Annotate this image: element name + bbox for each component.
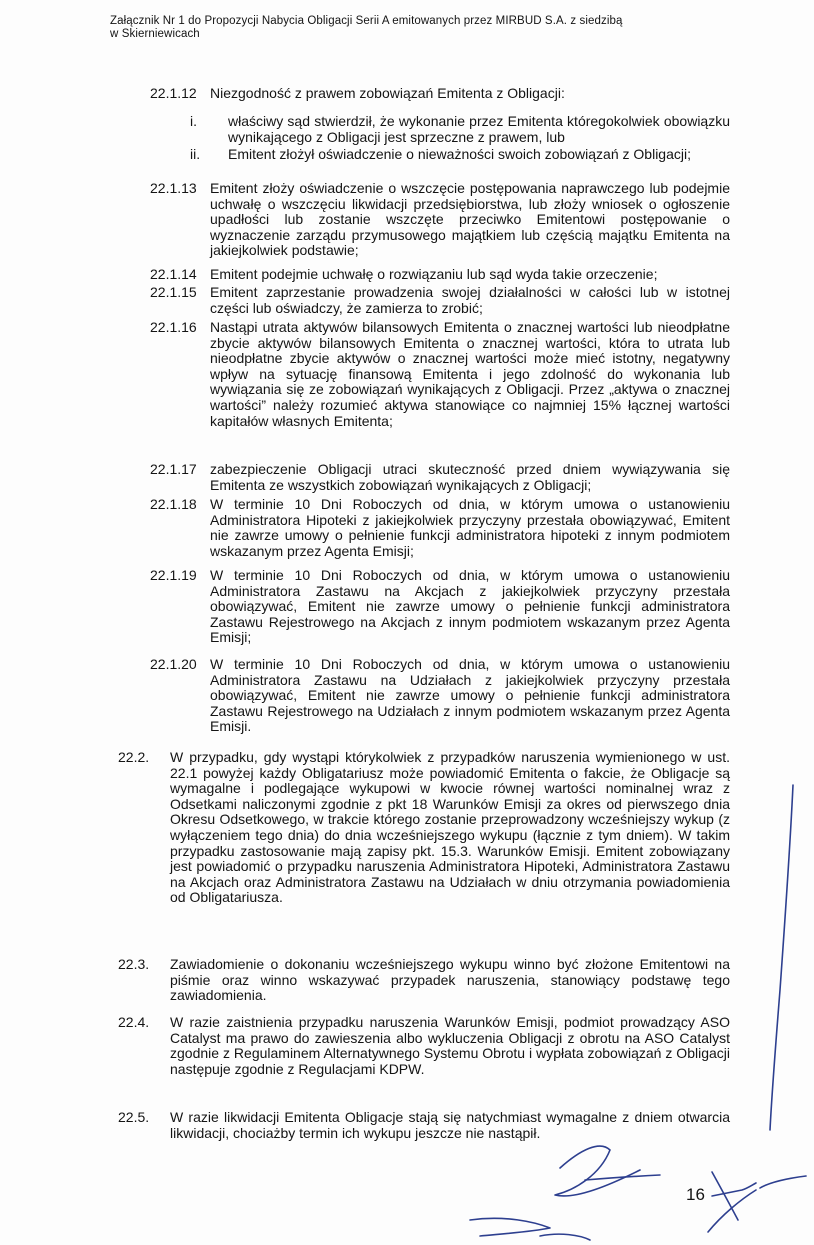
clause-text: Nastąpi utrata aktywów bilansowych Emitenta o znacznej wartości lub nieodpłatne zbycie aktywów bilansowych Emitenta o znacznej wartości, która to utrata lub nieodpłatne zbycie aktywów o znacznej wartości może mieć istotny, negatywny wpływ na sytuację finansową Emitenta i jego zdolność do wykonania lub wywiązania się ze zobowiązań wynikających z Obligacji. Przez „aktywa o znacznej wartości” należy rozumieć aktywa stanowiące co najmniej 15% łącznej wartości kapitałów własnych Emitenta; (210, 319, 730, 429)
clause-text: zabezpieczenie Obligacji utraci skuteczność przed dniem wywiązywania się Emitenta ze wszystkich zobowiązań wynikających z Obligacji; (210, 461, 730, 493)
header-line-1: Załącznik Nr 1 do Propozycji Nabycia Obligacji Serii A emitowanych przez MIRBUD S.A. z siedzibą (110, 15, 623, 27)
section-number: 22.2. (118, 749, 150, 765)
clause-text: W terminie 10 Dni Roboczych od dnia, w którym umowa o ustanowieniu Administratora Zastawu na Akcjach z jakiejkolwiek przyczyny przestała obowiązywać, Emitent nie zawrze umowy o pełnienie funkcji administratora Zastawu Rejestrowego na Akcjach z innym podmiotem wskazanym przez Agenta Emisji; (210, 567, 730, 646)
clause-text: właściwy sąd stwierdził, że wykonanie przez Emitenta któregokolwiek obowiązku wynikającego z Obligacji jest sprzeczne z prawem, lub (228, 113, 730, 145)
page-number: 16 (686, 1185, 705, 1204)
clause-number: 22.1.17 (150, 461, 197, 477)
section-number: 22.3. (118, 956, 150, 972)
clause-text: W terminie 10 Dni Roboczych od dnia, w którym umowa o ustanowieniu Administratora Hipoteki z jakiejkolwiek przyczyny przestała obowiązywać, Emitent nie zawrze umowy o pełnienie funkcji administratora hipoteki z innym podmiotem wskazanym przez Agenta Emisji; (210, 496, 730, 559)
clause-number: ii. (190, 146, 201, 162)
section-text: W razie likwidacji Emitenta Obligacje stają się natychmiast wymagalne z dniem otwarcia likwidacji, chociażby termin ich wykupu jeszcze nie nastąpił. (170, 1109, 730, 1141)
clause-text: Emitent zaprzestanie prowadzenia swojej działalności w całości lub w istotnej części lub oświadczy, że zamierza to zrobić; (210, 284, 730, 316)
clause-text: Emitent podejmie uchwałę o rozwiązaniu lub sąd wyda takie orzeczenie; (210, 266, 658, 282)
clause-number: 22.1.15 (150, 284, 197, 300)
section-number: 22.5. (118, 1109, 150, 1125)
clause-number: 22.1.20 (150, 656, 197, 672)
clause-number: 22.1.18 (150, 496, 197, 512)
section-text: W razie zaistnienia przypadku naruszenia Warunków Emisji, podmiot prowadzący ASO Catalyst ma prawo do zawieszenia albo wykluczenia Obligacji z obrotu na ASO Catalyst zgodnie z Regulaminem Alternatywnego Systemu Obrotu i wypłata zobowiązań z Obligacji następuje zgodnie z Regulacjami KDPW. (170, 1014, 730, 1077)
clause-number: 22.1.13 (150, 180, 197, 196)
clause-text: Emitent złoży oświadczenie o wszczęcie postępowania naprawczego lub podejmie uchwałę o wszczęciu likwidacji przedsiębiorstwa, lub złoży wniosek o ogłoszenie upadłości lub zostanie wszczęte przeciwko Emitentowi postępowanie o wyznaczenie zarządu przymusowego majątkiem lub częścią majątku Emitenta na jakiejkolwiek podstawie; (210, 180, 730, 259)
clause-text: W terminie 10 Dni Roboczych od dnia, w którym umowa o ustanowieniu Administratora Zastawu na Udziałach z jakiejkolwiek przyczyny przestała obowiązywać, Emitent nie zawrze umowy o pełnienie funkcji administratora Zastawu Rejestrowego na Udziałach z innym podmiotem wskazanym przez Agenta Emisji. (210, 656, 730, 735)
clause-text: Niezgodność z prawem zobowiązań Emitenta z Obligacji: (210, 85, 565, 101)
clause-number: 22.1.14 (150, 266, 197, 282)
clause-text: Emitent złożył oświadczenie o nieważności swoich zobowiązań z Obligacji; (228, 146, 691, 162)
clause-number: 22.1.12 (150, 85, 197, 101)
section-text: W przypadku, gdy wystąpi którykolwiek z przypadków naruszenia wymienionego w ust. 22.1 powyżej każdy Obligatariusz może powiadomić Emitenta o fakcie, że Obligacje są wymagalne i podlegające wykupowi w kwocie równej wartości nominalnej wraz z Odsetkami naliczonymi zgodnie z pkt 18 Warunków Emisji za okres od pierwszego dnia Okresu Odsetkowego, w trakcie którego zostanie przeprowadzony wcześniejszy wykup (z wyłączeniem tego dnia) do dnia wcześniejszego wykupu (łącznie z tym dniem). W takim przypadku zastosowanie mają zapisy pkt. 15.3. Warunków Emisji. Emitent zobowiązany jest powiadomić o przypadku naruszenia Administratora Hipoteki, Administratora Zastawu na Akcjach oraz Administratora Zastawu na Udziałach w dniu otrzymania powiadomienia od Obligatariusza. (170, 749, 730, 906)
clause-number: 22.1.16 (150, 319, 197, 335)
section-number: 22.4. (118, 1014, 150, 1030)
clause-number: 22.1.19 (150, 567, 197, 583)
header-line-2: w Skierniewicach (110, 28, 200, 40)
section-text: Zawiadomienie o dokonaniu wcześniejszego wykupu winno być złożone Emitentowi na piśmie oraz winno wskazywać przypadek naruszenia, stanowiący podstawę tego zawiadomienia. (170, 956, 730, 1004)
clause-number: i. (190, 113, 197, 129)
